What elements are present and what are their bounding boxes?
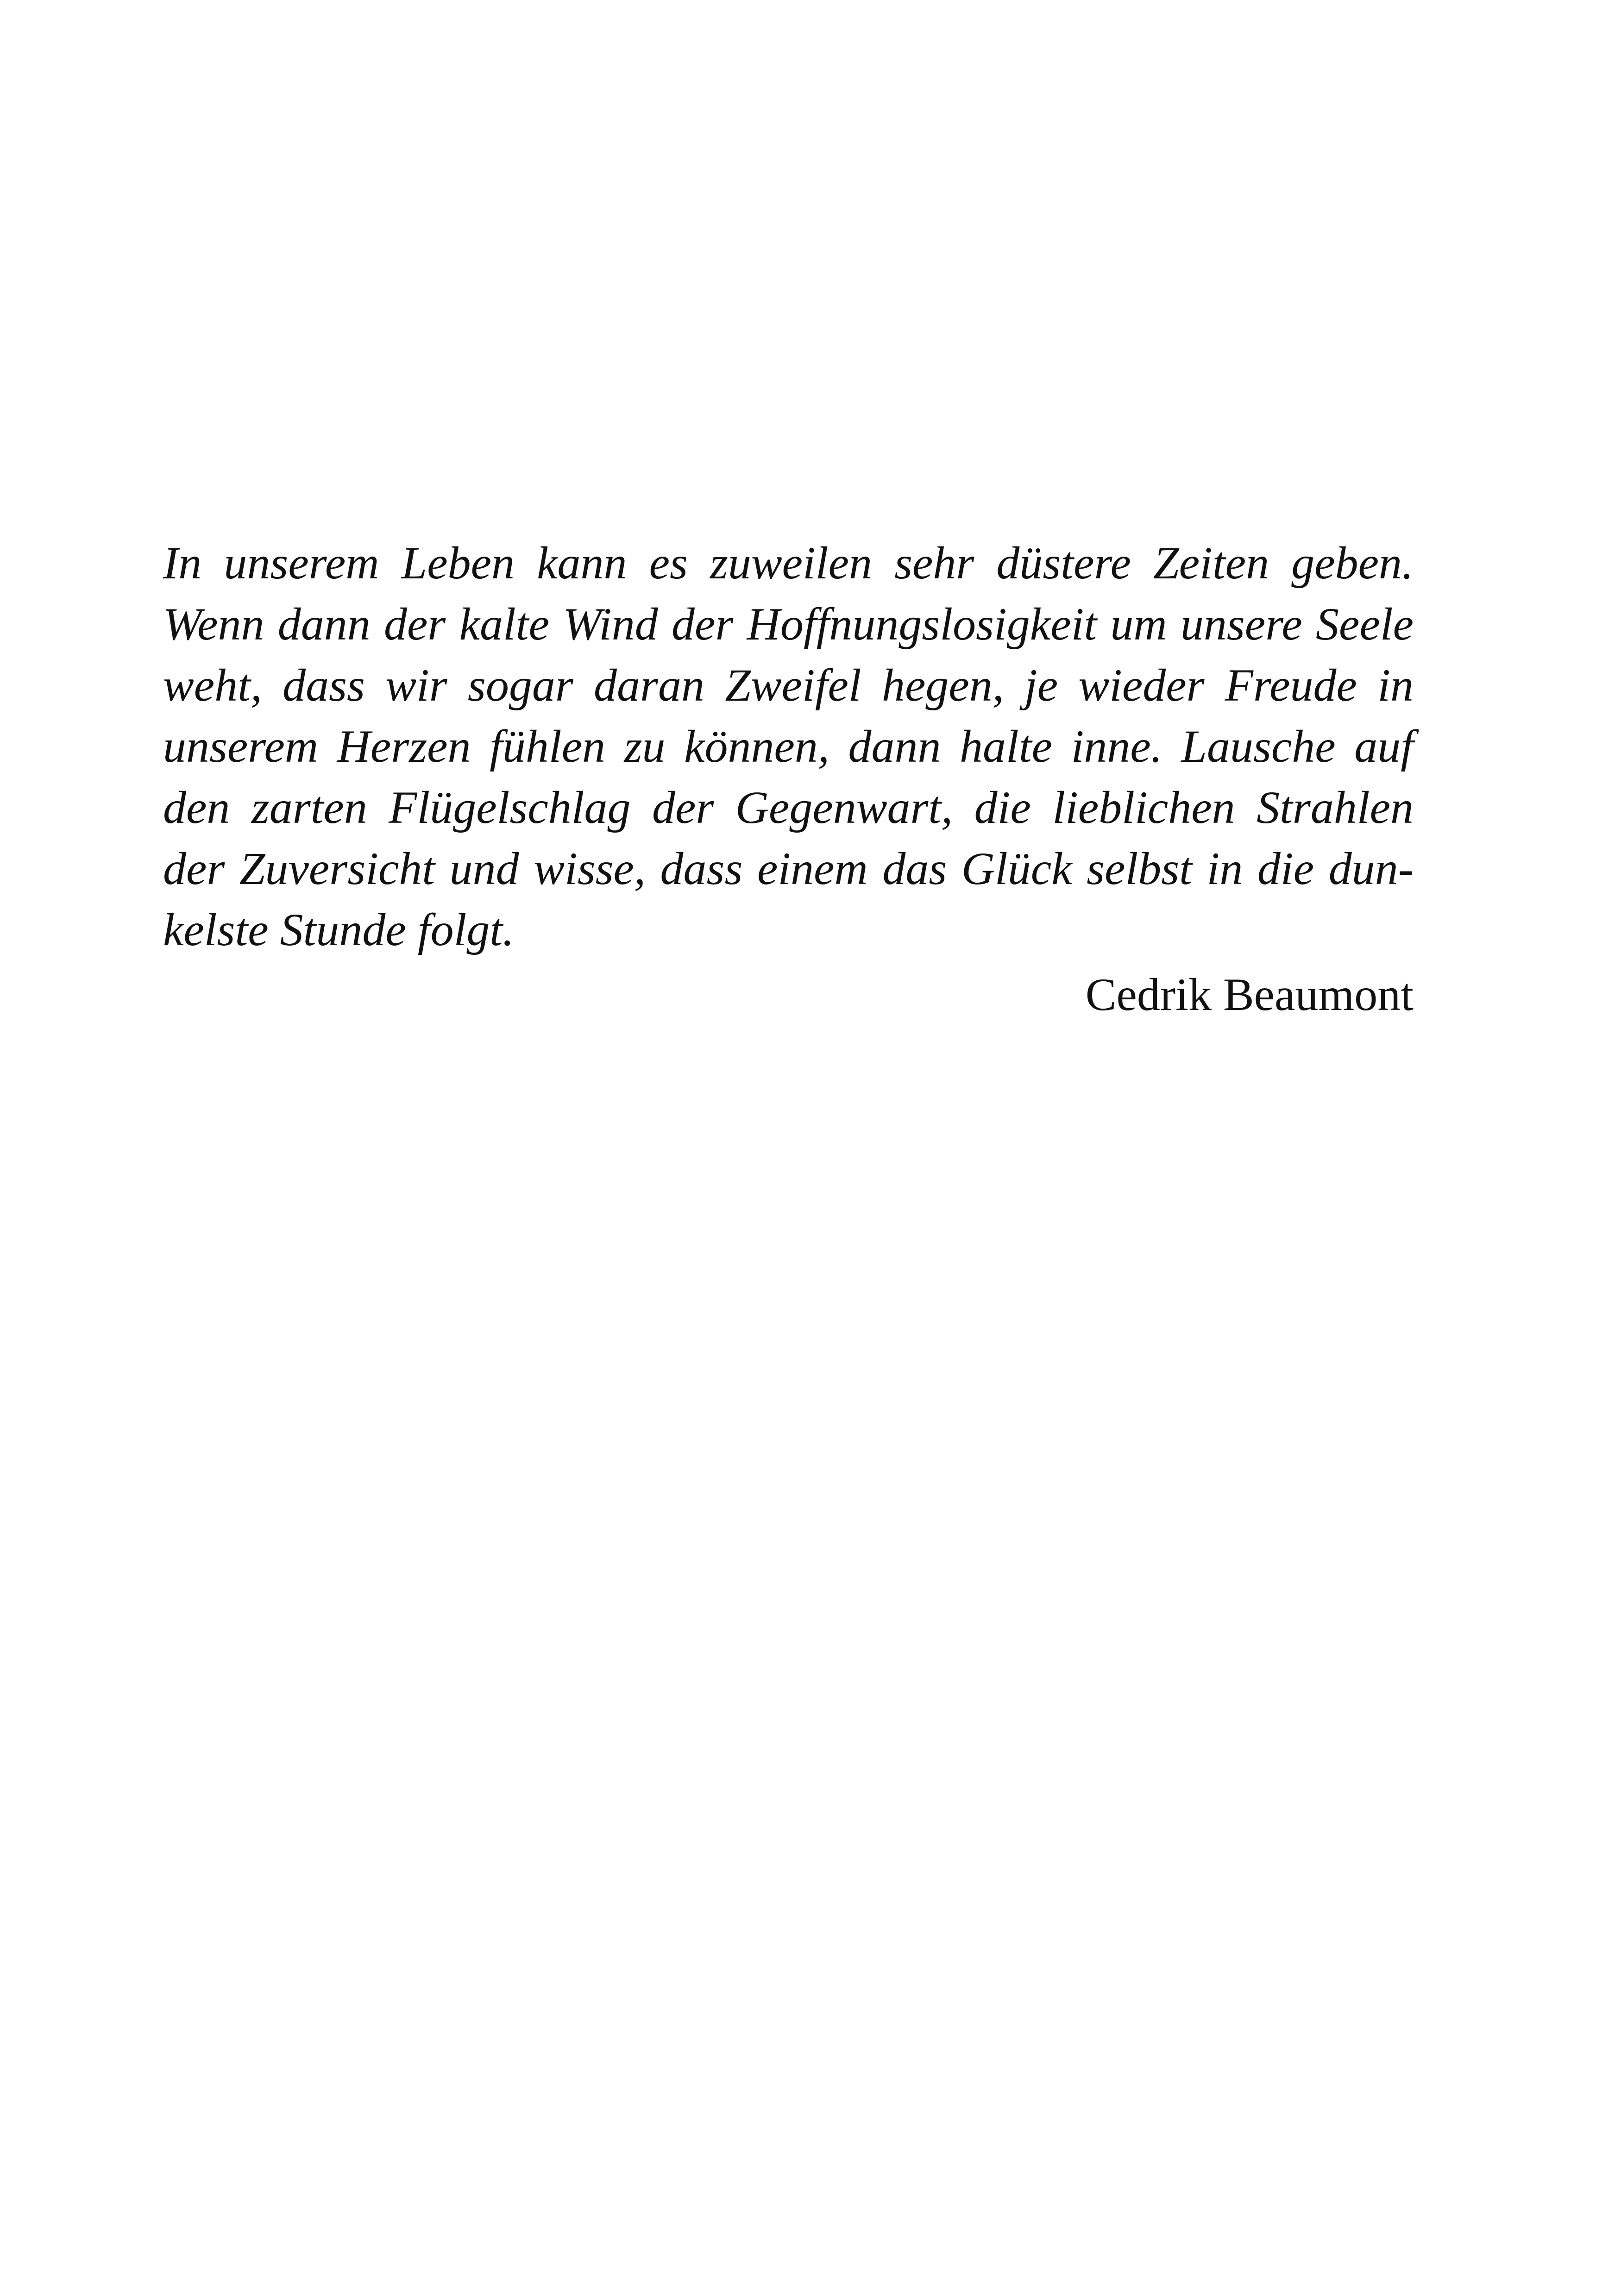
quote-line: weht, dass wir sogar daran Zweifel hegen, je wieder Freude in bbox=[163, 659, 1414, 711]
quote-line: kelste Stunde folgt. bbox=[163, 904, 515, 955]
quote-line: Wenn dann der kalte Wind der Hoffnungslosigkeit um unsere Seele bbox=[163, 598, 1414, 650]
quote-line: In unserem Leben kann es zuweilen sehr düstere Zeiten geben. bbox=[163, 537, 1414, 589]
quote-line: der Zuversicht und wisse, dass einem das Glück selbst in die dun- bbox=[163, 843, 1414, 894]
quote-block bbox=[163, 533, 1414, 1025]
quote-line: den zarten Flügelschlag der Gegenwart, die lieblichen Strahlen bbox=[163, 782, 1414, 833]
quote-author: Cedrik Beaumont bbox=[1085, 969, 1414, 1020]
quote-line: unserem Herzen fühlen zu können, dann halte inne. Lausche auf bbox=[163, 721, 1414, 772]
